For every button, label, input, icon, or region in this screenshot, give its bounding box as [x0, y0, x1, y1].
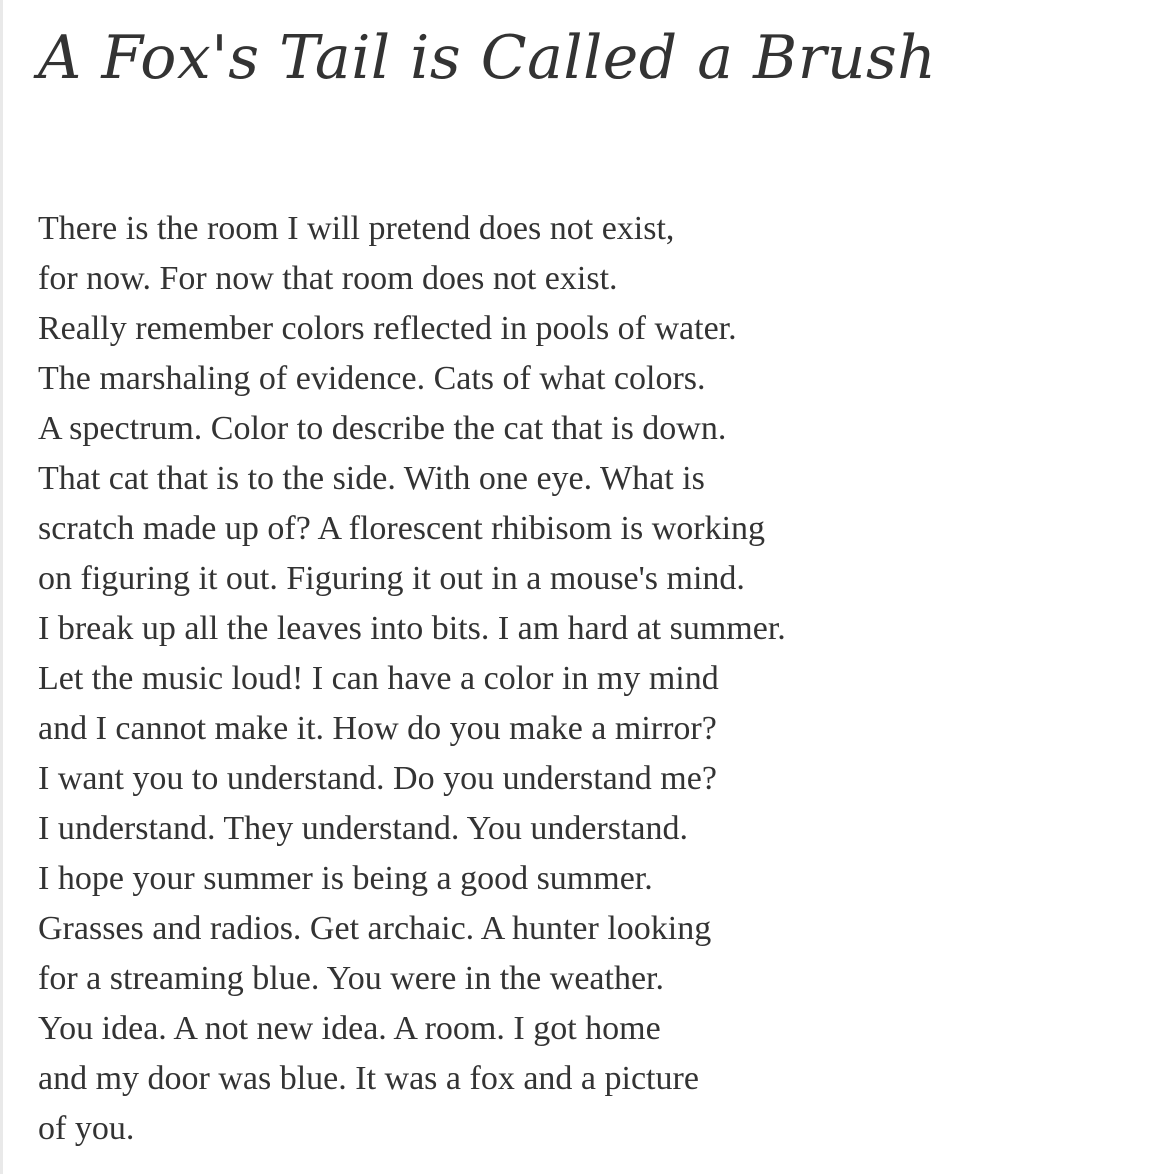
- poem-line-5: A spectrum. Color to describe the cat that is down.: [38, 410, 727, 447]
- poem-line-3: Really remember colors reflected in pools of water.: [38, 310, 737, 347]
- poem-line-16: for a streaming blue. You were in the weather.: [38, 960, 664, 997]
- poem-title: A Fox's Tail is Called a Brush: [38, 23, 937, 93]
- poem-line-19: of you.: [38, 1110, 135, 1147]
- poem-line-10: Let the music loud! I can have a color in my mind: [38, 660, 719, 697]
- poem-line-9: I break up all the leaves into bits. I am hard at summer.: [38, 610, 786, 647]
- poem-line-7: scratch made up of? A florescent rhibisom is working: [38, 510, 766, 547]
- poem-line-18: and my door was blue. It was a fox and a picture: [38, 1060, 699, 1097]
- poem-page: [38, 0, 1138, 1147]
- poem-line-11: and I cannot make it. How do you make a mirror?: [38, 710, 717, 747]
- poem-line-15: Grasses and radios. Get archaic. A hunter looking: [38, 910, 712, 947]
- poem-line-6: That cat that is to the side. With one eye. What is: [38, 460, 705, 497]
- poem-line-14: I hope your summer is being a good summer.: [38, 860, 653, 897]
- poem-line-12: I want you to understand. Do you understand me?: [38, 760, 717, 797]
- poem-line-1: There is the room I will pretend does not exist,: [38, 210, 675, 247]
- poem-body: [38, 204, 786, 1154]
- poem-line-8: on figuring it out. Figuring it out in a mouse's mind.: [38, 560, 745, 597]
- poem-line-4: The marshaling of evidence. Cats of what colors.: [38, 360, 706, 397]
- page-left-border: [0, 0, 3, 1174]
- poem-line-2: for now. For now that room does not exist.: [38, 260, 618, 297]
- poem-line-13: I understand. They understand. You understand.: [38, 810, 689, 847]
- poem-line-17: You idea. A not new idea. A room. I got home: [38, 1010, 661, 1047]
